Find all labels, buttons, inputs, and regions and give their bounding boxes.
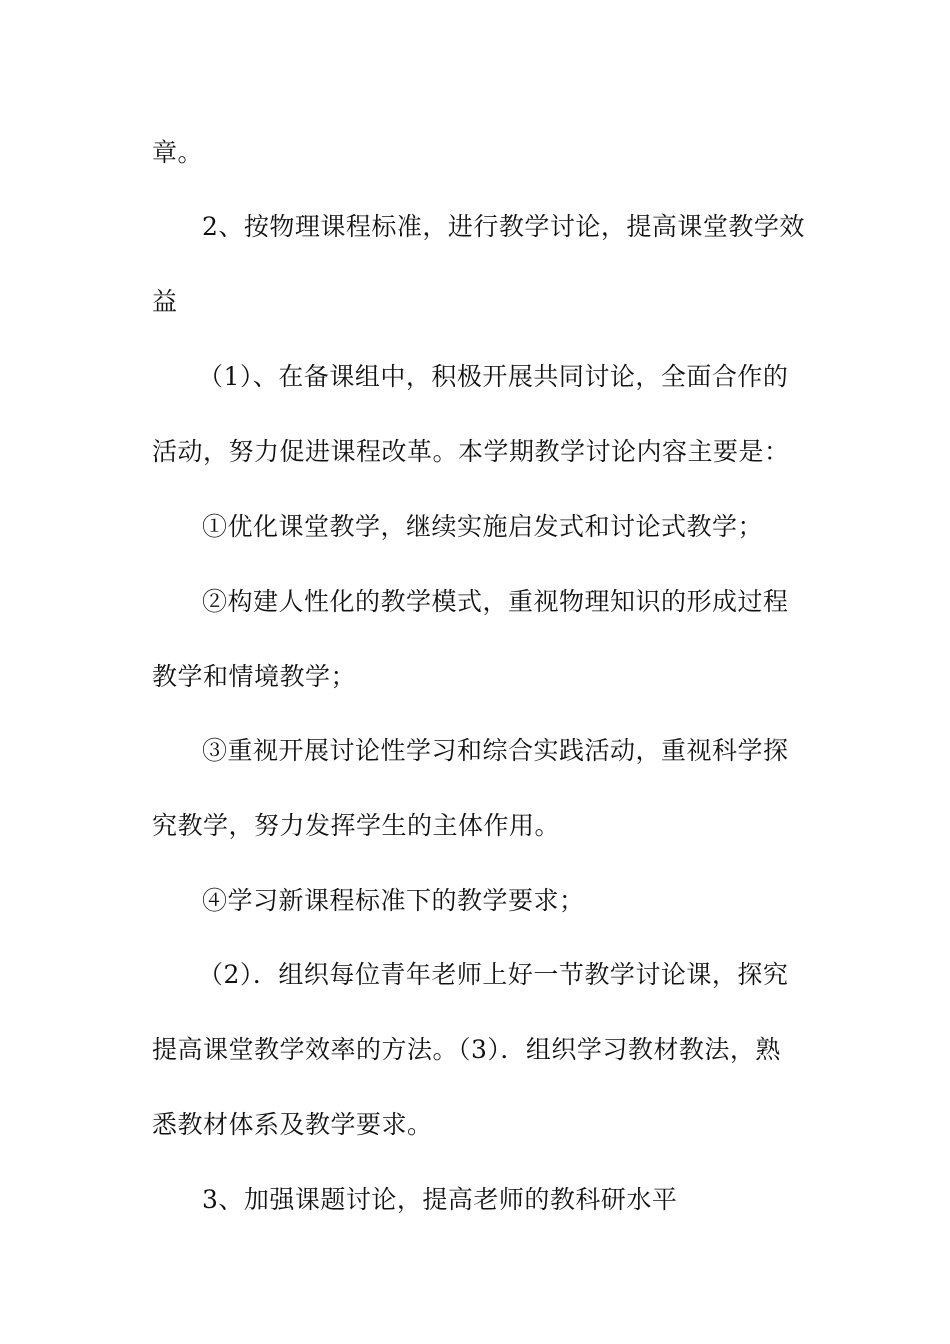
text-line-8: 教学和情境教学； bbox=[152, 662, 357, 691]
section-heading-3: 3、加强课题讨论，提高老师的教科研水平 bbox=[202, 1185, 678, 1214]
list-item-3: ③重视开展讨论性学习和综合实践活动，重视科学探 bbox=[202, 736, 789, 765]
text-line-10: 究教学，努力发挥学生的主体作用。 bbox=[152, 811, 561, 840]
text-line-13: 提高课堂教学效率的方法。（3）．组织学习教材教法，熟 bbox=[152, 1035, 781, 1064]
text-line-14: 悉教材体系及教学要求。 bbox=[152, 1110, 433, 1139]
text-line-1: 章。 bbox=[152, 138, 204, 167]
subsection-2: （2）．组织每位青年老师上好一节教学讨论课，探究 bbox=[198, 960, 789, 989]
subsection-1: （1）、在备课组中，积极开展共同讨论，全面合作的 bbox=[198, 362, 789, 391]
text-line-3: 益 bbox=[152, 287, 178, 316]
list-item-2: ②构建人性化的教学模式，重视物理知识的形成过程 bbox=[202, 587, 789, 616]
text-line-5: 活动，努力促进课程改革。本学期教学讨论内容主要是： bbox=[152, 437, 790, 466]
section-heading-2: 2、按物理课程标准，进行教学讨论，提高课堂教学效 bbox=[202, 212, 805, 241]
list-item-4: ④学习新课程标准下的教学要求； bbox=[202, 886, 585, 915]
list-item-1: ①优化课堂教学，继续实施启发式和讨论式教学； bbox=[202, 512, 764, 541]
